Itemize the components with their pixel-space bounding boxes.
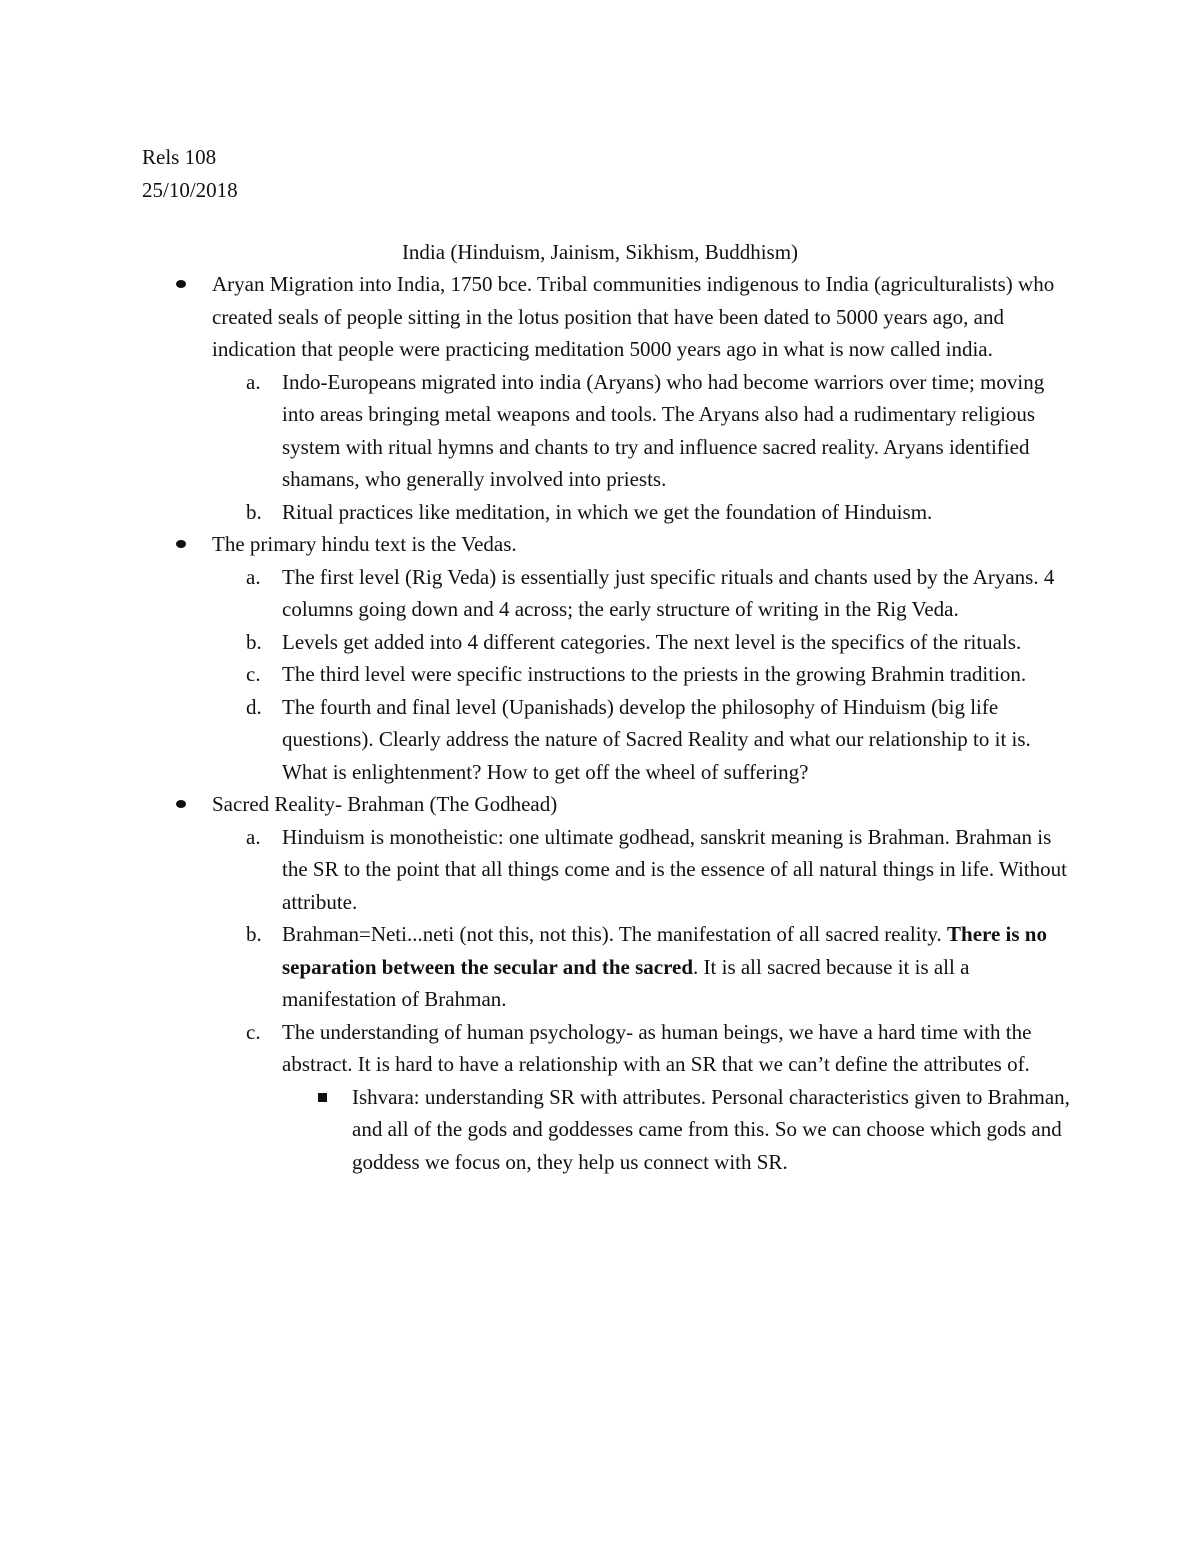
list-marker: c.	[246, 1019, 261, 1044]
bullet-dot-icon	[176, 540, 186, 548]
list-marker: d.	[246, 694, 262, 719]
bullet-dot-icon	[176, 800, 186, 808]
list-marker: b.	[246, 922, 262, 946]
list-item-text: Ritual practices like meditation, in which we get the foundation of Hinduism.	[282, 499, 933, 524]
list-marker: c.	[246, 662, 261, 686]
list-item	[0, 366, 1072, 496]
course-code: Rels 108	[142, 145, 217, 169]
list-item-text: The fourth and final level (Upanishads) develop the philosophy of Hinduism (big life questions). Clearly address the nature of Sacred Reality and what our relationship to it is. What is enlightenment? How to get off the wheel of suffering?	[282, 694, 1031, 784]
bullet-item	[0, 788, 1072, 821]
list-item-text	[282, 922, 1047, 1011]
bullet-text: Aryan Migration into India, 1750 bce. Tribal communities indigenous to India (agriculturalists) who created seals of people sitting in the lotus position that have been dated to 5000 years ago, and indication that people were practicing meditation 5000 years ago in what is now called india.	[212, 272, 1055, 361]
list-marker: a.	[246, 564, 261, 589]
list-item	[0, 658, 1072, 691]
document-header	[142, 141, 238, 206]
list-item	[0, 918, 1072, 1016]
list-item-text-end: . It is all sacred because it is all a manifestation of Brahman.	[282, 954, 970, 1011]
bullet-item	[0, 268, 1072, 366]
list-item	[0, 1016, 1072, 1081]
list-item	[0, 496, 1072, 529]
sub-list-item-text: Ishvara: understanding SR with attributes. Personal characteristics given to Brahman, and all of the gods and goddesses came from this. So we can choose which gods and goddess we focus on, they help us connect with SR.	[352, 1084, 1070, 1174]
sub-list-item	[0, 1081, 1072, 1179]
bullet-text: Sacred Reality- Brahman (The Godhead)	[212, 792, 558, 816]
list-item	[0, 821, 1072, 919]
list-item-text: The understanding of human psychology- as human beings, we have a hard time with the abstract. It is hard to have a relationship with an SR that we can’t define the attributes of.	[282, 1019, 1032, 1076]
list-marker: b.	[246, 499, 262, 524]
notes-body	[0, 268, 1200, 1178]
bullet-item	[0, 528, 1072, 561]
list-item	[0, 691, 1072, 789]
bold-statement: There is no separation between the secular and the sacred	[282, 922, 1047, 979]
list-item-text: Levels get added into 4 different categories. The next level is the specifics of the rituals.	[282, 629, 1022, 654]
list-item	[0, 626, 1072, 659]
bullet-text: The primary hindu text is the Vedas.	[212, 532, 517, 556]
list-marker: a.	[246, 369, 261, 394]
list-marker: b.	[246, 629, 262, 654]
list-item	[0, 561, 1072, 626]
page-title: India (Hinduism, Jainism, Sikhism, Buddhism)	[401, 240, 799, 264]
lecture-date: 25/10/2018	[142, 177, 238, 202]
bullet-dot-icon	[176, 280, 186, 288]
list-item-text-start: Brahman=Neti...neti (not this, not this). The manifestation of all sacred reality.	[282, 922, 942, 946]
square-bullet-icon	[318, 1093, 327, 1102]
list-item-text: Hinduism is monotheistic: one ultimate godhead, sanskrit meaning is Brahman. Brahman is the SR to the point that all things come and is the essence of all natural things in life. Without attribute.	[282, 824, 1067, 914]
list-item-text: The first level (Rig Veda) is essentially just specific rituals and chants used by the Aryans. 4 columns going down and 4 across; the early structure of writing in the Rig Veda.	[282, 564, 1055, 621]
list-item-text: The third level were specific instructions to the priests in the growing Brahmin tradition.	[282, 662, 1027, 686]
list-marker: a.	[246, 824, 261, 849]
list-item-text: Indo-Europeans migrated into india (Aryans) who had become warriors over time; moving into areas bringing metal weapons and tools. The Aryans also had a rudimentary religious system with ritual hymns and chants to try and influence sacred reality. Aryans identified shamans, who generally involved into priests.	[282, 369, 1045, 491]
